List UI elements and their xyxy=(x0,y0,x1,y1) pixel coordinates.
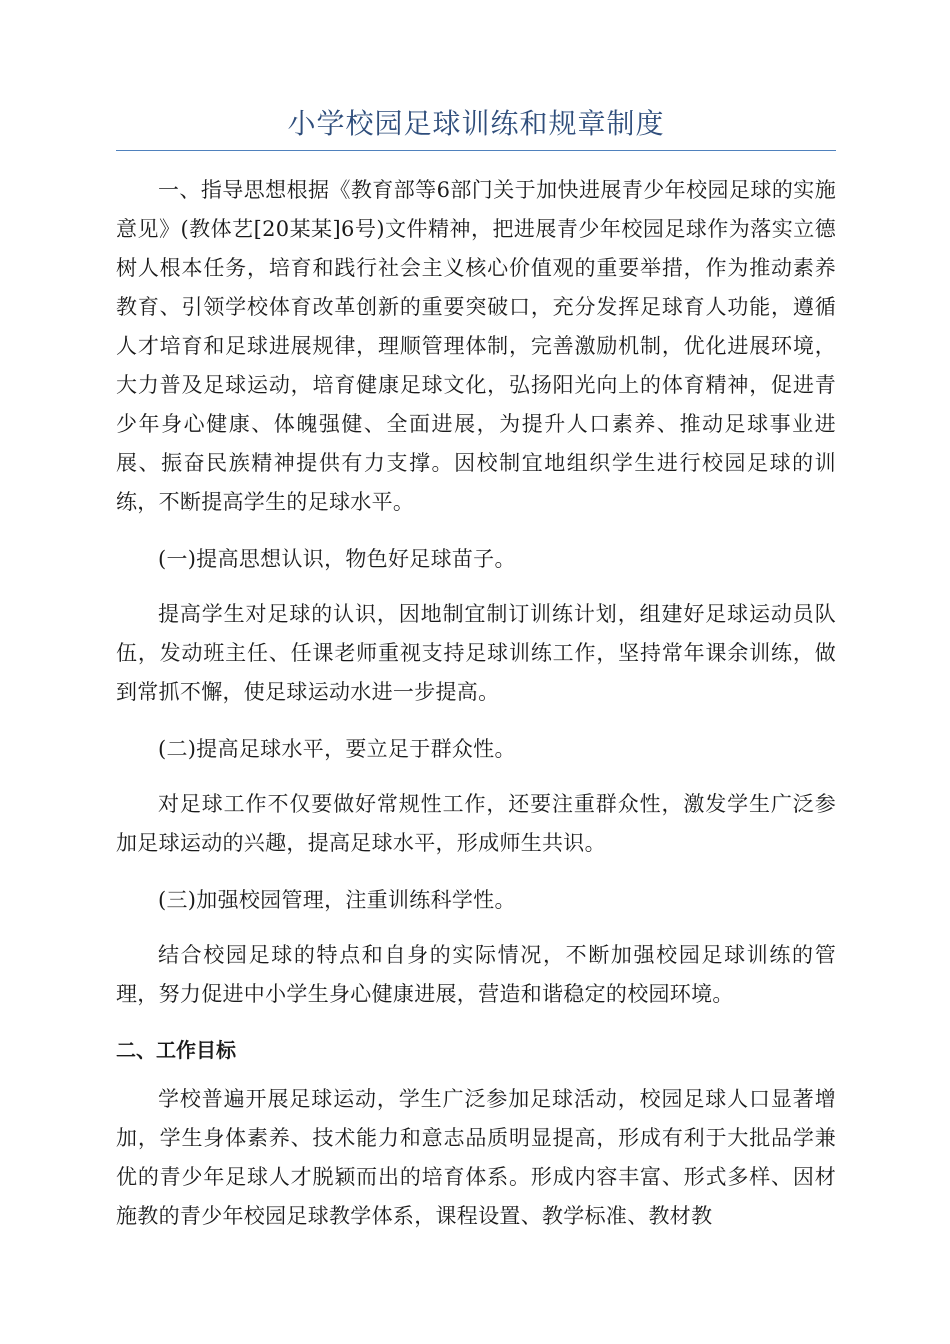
paragraph-work-goals: 学校普遍开展足球运动，学生广泛参加足球活动，校园足球人口显著增加，学生身体素养、技术能力和意志品质明显提高，形成有利于大批品学兼优的青少年足球人才脱颖而出的培育体系。形成内容丰富、形式多样、因材施教的青少年校园足球教学体系，课程设置、教学标准、教材教 xyxy=(116,1087,836,1228)
document-page xyxy=(116,106,836,1254)
title-divider xyxy=(116,150,836,151)
paragraph-2: 对足球工作不仅要做好常规性工作，还要注重群众性，激发学生广泛参加足球运动的兴趣，提高足球水平，形成师生共识。 xyxy=(116,792,836,855)
subheading-2: (二)提高足球水平，要立足于群众性。 xyxy=(158,737,516,761)
subheading-3: (三)加强校园管理，注重训练科学性。 xyxy=(158,888,516,912)
paragraph-1: 提高学生对足球的认识，因地制宜制订训练计划，组建好足球运动员队伍，发动班主任、任课老师重视支持足球训练工作，坚持常年课余训练，做到常抓不懈，使足球运动水进一步提高。 xyxy=(116,602,836,704)
document-title: 小学校园足球训练和规章制度 xyxy=(287,107,665,140)
paragraph-3: 结合校园足球的特点和自身的实际情况，不断加强校园足球训练的管理，努力促进中小学生身心健康进展，营造和谐稳定的校园环境。 xyxy=(116,943,836,1006)
section-heading-work-goals: 二、工作目标 xyxy=(116,1038,236,1062)
paragraph-guiding-principle: 一、指导思想根据《教育部等6部门关于加快进展青少年校园足球的实施意见》(教体艺[20某某]6号)文件精神，把进展青少年校园足球作为落实立德树人根本任务，培育和践行社会主义核心价值观的重要举措，作为推动素养教育、引领学校体育改革创新的重要突破口，充分发挥足球育人功能，遵循人才培育和足球进展规律，理顺管理体制，完善激励机制，优化进展环境，大力普及足球运动，培育健康足球文化，弘扬阳光向上的体育精神，促进青少年身心健康、体魄强健、全面进展，为提升人口素养、推动足球事业进展、振奋民族精神提供有力支撑。因校制宜地组织学生进行校园足球的训练，不断提高学生的足球水平。 xyxy=(116,178,836,514)
subheading-1: (一)提高思想认识，物色好足球苗子。 xyxy=(158,547,516,571)
